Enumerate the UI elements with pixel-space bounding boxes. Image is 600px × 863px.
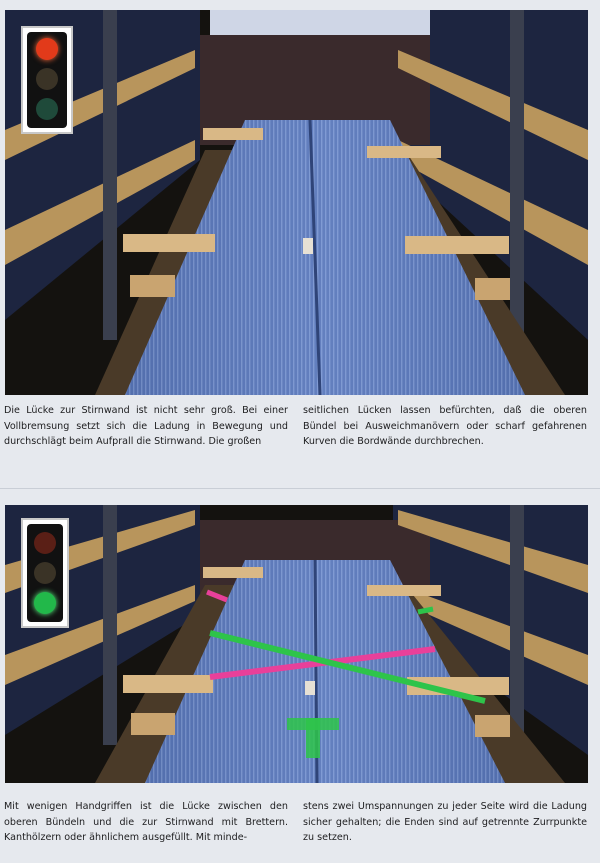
caption-top-left: Die Lücke zur Stirnwand ist nicht sehr groß. Bei einer Vollbremsung setzt sich die Ladung in Bewegung und durchschlägt beim Aufprall die Stirnwand. Die großen	[4, 405, 288, 447]
red-lamp-icon	[34, 532, 56, 554]
board	[405, 236, 509, 254]
section-divider	[0, 488, 600, 489]
photo-secured-load	[5, 505, 588, 783]
board	[203, 567, 263, 578]
board	[131, 713, 175, 735]
board	[203, 128, 263, 140]
caption-bottom-left: Mit wenigen Handgriffen ist die Lücke zwischen den oberen Bündeln und die zur Stirnwand mit Brettern. Kanthölzern oder ähnlichem ausgefüllt. Mit minde-	[4, 801, 288, 843]
green-lamp-icon	[34, 592, 56, 614]
yellow-lamp-icon	[34, 562, 56, 584]
truck-bed-illustration-top	[5, 10, 588, 395]
board	[475, 278, 510, 300]
green-lamp-icon	[36, 98, 58, 120]
traffic-light-red	[21, 26, 73, 134]
lashing-strap-green	[418, 609, 433, 612]
caption-top-right: seitlichen Lücken lassen befürchten, daß die oberen Bündel bei Ausweichmanövern oder scharf gefahrenen Kurven die Bordwände durchbrechen.	[303, 405, 587, 447]
photo-unsecured-load	[5, 10, 588, 395]
board	[123, 675, 213, 693]
lashing-strap-green	[306, 718, 320, 758]
caption-bottom-right: stens zwei Umspannungen zu jeder Seite wird die Ladung sicher gehalten; die Enden sind auf getrennte Zurrpunkte zu setzen.	[303, 801, 587, 843]
yellow-lamp-icon	[36, 68, 58, 90]
board	[367, 146, 441, 158]
board	[123, 234, 215, 252]
traffic-light-green	[21, 518, 69, 628]
board	[130, 275, 175, 297]
red-lamp-icon	[36, 38, 58, 60]
board	[367, 585, 441, 596]
truck-bed-illustration-bottom	[5, 505, 588, 783]
board	[475, 715, 510, 737]
